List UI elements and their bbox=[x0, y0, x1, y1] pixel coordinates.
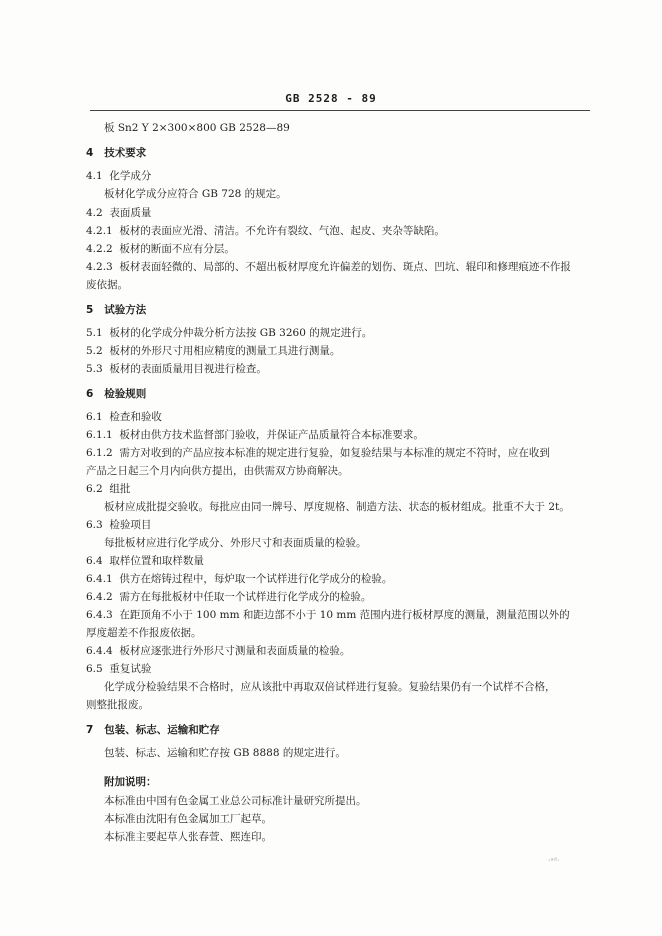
clause-text: 板材由供方技术监督部门验收，并保证产品质量符合本标准要求。 bbox=[119, 429, 424, 441]
clause-title: 检验项目 bbox=[109, 519, 152, 531]
clause-number: 6.4.1 bbox=[86, 573, 113, 585]
section-title: 包装、标志、运输和贮存 bbox=[104, 724, 220, 736]
notes-line: 本标准主要起草人张春萱、熙连印。 bbox=[104, 831, 272, 843]
section-number: 5 bbox=[86, 304, 94, 316]
clause-title: 检查和验收 bbox=[109, 411, 162, 423]
page-header: GB 2528 - 89 bbox=[285, 92, 377, 105]
clause-6-5-text: 化学成分检验结果不合格时，应从该批中再取双倍试样进行复验。复验结果仍有一个试样不合格， bbox=[104, 681, 556, 693]
clause-number: 6.5 bbox=[86, 663, 103, 675]
clause-4-2-1 bbox=[86, 224, 445, 238]
clause-number: 4.2 bbox=[86, 207, 103, 219]
clause-number: 6.1.2 bbox=[86, 447, 113, 459]
clause-text: 板材的外形尺寸用相应精度的测量工具进行测量。 bbox=[109, 345, 341, 357]
clause-4-2-2 bbox=[86, 242, 235, 256]
clause-6-1-2 bbox=[86, 446, 550, 460]
clause-text: 需方对收到的产品应按本标准的规定进行复验，如复验结果与本标准的规定不符时，应在收到 bbox=[119, 447, 550, 459]
section-number: 4 bbox=[86, 147, 94, 159]
section-7-heading bbox=[86, 723, 220, 737]
clause-6-4-4 bbox=[86, 644, 350, 658]
clause-number: 6.2 bbox=[86, 483, 103, 495]
clause-text: 需方在每批板材中任取一个试样进行化学成分的检验。 bbox=[119, 591, 372, 603]
clause-4-2 bbox=[86, 206, 151, 220]
clause-5-3 bbox=[86, 362, 267, 376]
clause-6-1-2-cont: 产品之日起三个月内向供方提出，由供需双方协商解决。 bbox=[86, 465, 349, 477]
clause-text: 板材的表面应光滑、清洁。不允许有裂纹、气泡、起皮、夹杂等缺陷。 bbox=[119, 225, 445, 237]
clause-number: 4.2.2 bbox=[86, 243, 113, 255]
clause-number: 6.1 bbox=[86, 411, 103, 423]
clause-number: 6.4.2 bbox=[86, 591, 113, 603]
clause-number: 6.4.3 bbox=[86, 609, 113, 621]
clause-5-1 bbox=[86, 326, 372, 340]
section-number: 6 bbox=[86, 388, 94, 400]
clause-6-1-1 bbox=[86, 428, 424, 442]
clause-text: 板材应逐张进行外形尺寸测量和表面质量的检验。 bbox=[119, 645, 351, 657]
clause-number: 5.1 bbox=[86, 327, 103, 339]
clause-6-5-cont: 则整批报废。 bbox=[86, 699, 149, 711]
section-number: 7 bbox=[86, 724, 94, 736]
clause-text: 板材的化学成分仲裁分析方法按 GB 3260 的规定进行。 bbox=[109, 327, 373, 339]
clause-4-2-3 bbox=[86, 260, 571, 274]
clause-number: 4.1 bbox=[86, 170, 103, 182]
clause-title: 组批 bbox=[109, 483, 131, 495]
clause-4-1 bbox=[86, 169, 151, 183]
header-rule bbox=[90, 110, 590, 111]
clause-6-2 bbox=[86, 482, 130, 496]
clause-number: 5.3 bbox=[86, 363, 103, 375]
clause-number: 4.2.1 bbox=[86, 225, 113, 237]
clause-title: 化学成分 bbox=[109, 170, 152, 182]
clause-6-4-3 bbox=[86, 608, 570, 622]
clause-text: 板材表面轻微的、局部的、不超出板材厚度允许偏差的划伤、斑点、凹坑、辊印和修理痕迹不作报 bbox=[119, 261, 571, 273]
clause-6-1 bbox=[86, 410, 162, 424]
clause-number: 6.1.1 bbox=[86, 429, 113, 441]
clause-6-4-2 bbox=[86, 590, 371, 604]
clause-6-4-3-cont: 厚度超差不作报废依据。 bbox=[86, 627, 202, 639]
clause-title: 重复试验 bbox=[109, 663, 152, 675]
notes-line: 本标准由沈阳有色金属加工厂起草。 bbox=[104, 813, 272, 825]
clause-6-2-text: 板材应成批提交验收。每批应由同一牌号、厚度规格、制造方法、状态的板材组成。批重不大于 2t。 bbox=[104, 501, 570, 513]
clause-6-3-text: 每批板材应进行化学成分、外形尺寸和表面质量的检验。 bbox=[104, 537, 367, 549]
clause-6-3 bbox=[86, 518, 151, 532]
scan-mark: ·ᵃᵈ· bbox=[548, 856, 560, 865]
clause-title: 取样位置和取样数量 bbox=[109, 555, 204, 567]
clause-6-4-1 bbox=[86, 572, 392, 586]
clause-4-1-text: 板材化学成分应符合 GB 728 的规定。 bbox=[104, 188, 287, 200]
section-4-heading bbox=[86, 146, 146, 160]
section-5-heading bbox=[86, 303, 146, 317]
notes-line: 本标准由中国有色金属工业总公司标准计量研究所提出。 bbox=[104, 795, 367, 807]
section-title: 技术要求 bbox=[104, 147, 147, 159]
clause-text: 板材的断面不应有分层。 bbox=[119, 243, 235, 255]
clause-number: 6.4 bbox=[86, 555, 103, 567]
section-7-text: 包装、标志、运输和贮存按 GB 8888 的规定进行。 bbox=[104, 747, 346, 759]
clause-title: 表面质量 bbox=[109, 207, 152, 219]
clause-number: 6.4.4 bbox=[86, 645, 113, 657]
clause-number: 6.3 bbox=[86, 519, 103, 531]
clause-text: 在距顶角不小于 100 mm 和距边部不小于 10 mm 范围内进行板材厚度的测量，测量范围以外的 bbox=[119, 609, 570, 621]
clause-6-4 bbox=[86, 554, 204, 568]
section-title: 检验规则 bbox=[104, 388, 147, 400]
notes-title: 附加说明： bbox=[104, 776, 157, 788]
section-6-heading bbox=[86, 387, 146, 401]
clause-6-5 bbox=[86, 662, 151, 676]
clause-4-2-3-cont: 废依据。 bbox=[86, 279, 128, 291]
clause-text: 供方在熔铸过程中，每炉取一个试样进行化学成分的检验。 bbox=[119, 573, 393, 585]
clause-number: 5.2 bbox=[86, 345, 103, 357]
clause-number: 4.2.3 bbox=[86, 261, 113, 273]
clause-text: 板材的表面质量用目视进行检查。 bbox=[109, 363, 267, 375]
designation-example: 板 Sn2 Y 2×300×800 GB 2528—89 bbox=[104, 122, 290, 134]
clause-5-2 bbox=[86, 344, 340, 358]
section-title: 试验方法 bbox=[104, 304, 147, 316]
